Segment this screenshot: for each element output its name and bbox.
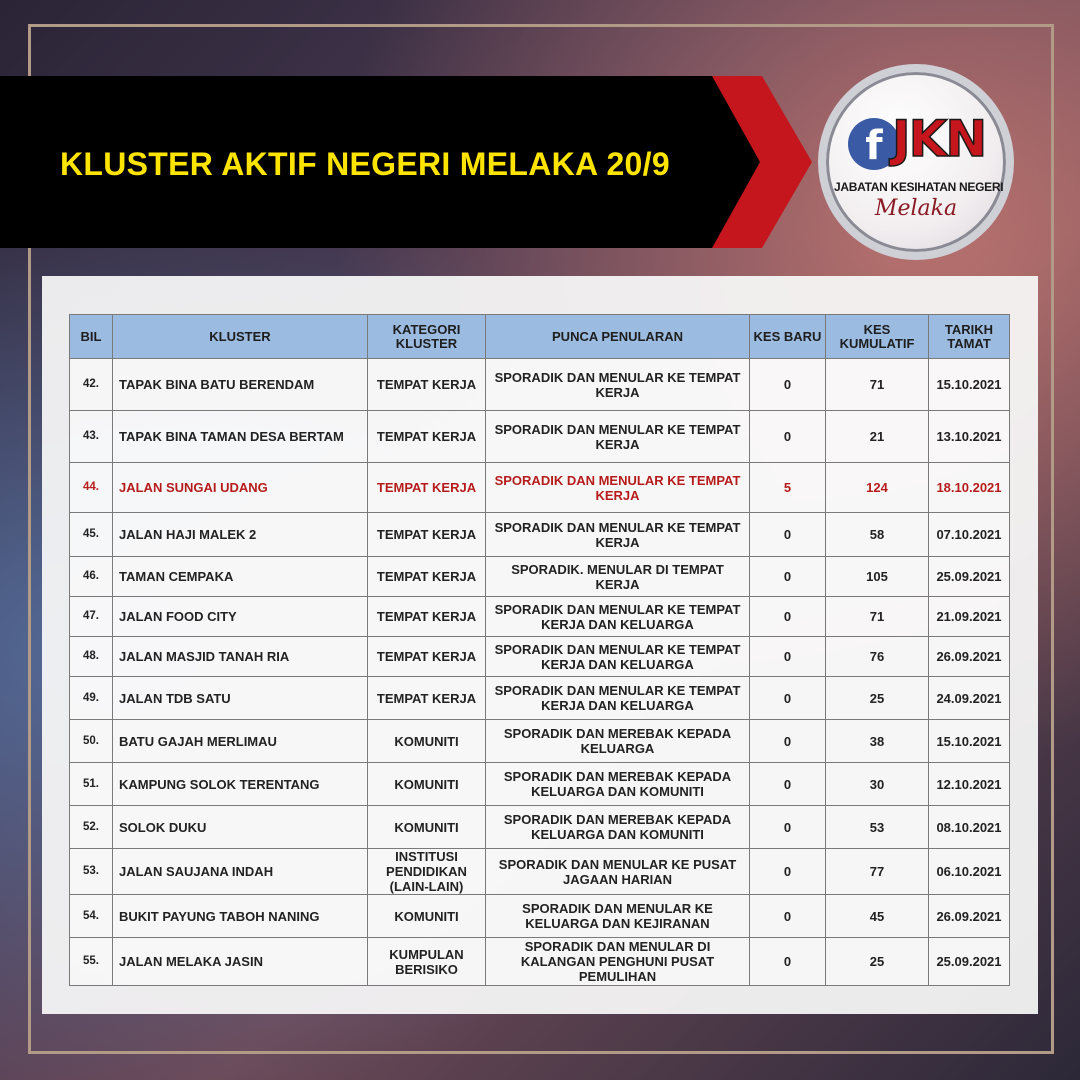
tarikh-tamat-cell: 08.10.2021 [929, 806, 1010, 849]
kes-kumulatif-cell: 21 [826, 411, 929, 463]
kluster-cell: KAMPUNG SOLOK TERENTANG [113, 763, 368, 806]
kes-kumulatif-cell: 45 [826, 895, 929, 938]
bil-cell: 46. [70, 557, 113, 597]
kategori-cell: KUMPULAN BERISIKO [368, 938, 486, 986]
header-kluster: KLUSTER [113, 315, 368, 359]
kes-baru-cell: 0 [750, 938, 826, 986]
kes-kumulatif-cell: 105 [826, 557, 929, 597]
tarikh-tamat-cell: 25.09.2021 [929, 557, 1010, 597]
table-row [70, 763, 1010, 806]
kategori-cell: KOMUNITI [368, 806, 486, 849]
punca-cell: SPORADIK DAN MEREBAK KEPADA KELUARGA [486, 720, 750, 763]
kategori-cell: TEMPAT KERJA [368, 463, 486, 513]
bil-cell: 48. [70, 637, 113, 677]
kluster-cell: TAPAK BINA TAMAN DESA BERTAM [113, 411, 368, 463]
table-row [70, 849, 1010, 895]
punca-cell: SPORADIK DAN MEREBAK KEPADA KELUARGA DAN KOMUNITI [486, 763, 750, 806]
kategori-cell: TEMPAT KERJA [368, 359, 486, 411]
logo-script: Melaka [874, 196, 958, 221]
kes-kumulatif-cell: 30 [826, 763, 929, 806]
table-header-row [70, 315, 1010, 359]
punca-cell: SPORADIK DAN MENULAR KE PUSAT JAGAAN HARIAN [486, 849, 750, 895]
bil-cell: 54. [70, 895, 113, 938]
punca-cell: SPORADIK DAN MENULAR KE KELUARGA DAN KEJIRANAN [486, 895, 750, 938]
kategori-cell: KOMUNITI [368, 895, 486, 938]
bil-cell: 43. [70, 411, 113, 463]
bil-cell: 52. [70, 806, 113, 849]
punca-cell: SPORADIK DAN MENULAR KE TEMPAT KERJA [486, 359, 750, 411]
kes-kumulatif-cell: 58 [826, 513, 929, 557]
header-tarikh-tamat: TARIKH TAMAT [929, 315, 1010, 359]
table-row [70, 895, 1010, 938]
header-kes-baru: KES BARU [750, 315, 826, 359]
table-row [70, 359, 1010, 411]
kes-baru-cell: 0 [750, 597, 826, 637]
table-row [70, 720, 1010, 763]
tarikh-tamat-cell: 15.10.2021 [929, 720, 1010, 763]
kluster-cell: SOLOK DUKU [113, 806, 368, 849]
kluster-cell: JALAN HAJI MALEK 2 [113, 513, 368, 557]
kes-kumulatif-cell: 71 [826, 597, 929, 637]
table-body [70, 359, 1010, 986]
kluster-cell: JALAN TDB SATU [113, 677, 368, 720]
table-row [70, 938, 1010, 986]
kes-baru-cell: 5 [750, 463, 826, 513]
kategori-cell: TEMPAT KERJA [368, 597, 486, 637]
kluster-cell: BUKIT PAYUNG TABOH NANING [113, 895, 368, 938]
kes-baru-cell: 0 [750, 720, 826, 763]
facebook-icon: f [848, 118, 900, 170]
kes-kumulatif-cell: 77 [826, 849, 929, 895]
tarikh-tamat-cell: 25.09.2021 [929, 938, 1010, 986]
table-row [70, 677, 1010, 720]
page-title: KLUSTER AKTIF NEGERI MELAKA 20/9 [60, 146, 670, 182]
tarikh-tamat-cell: 07.10.2021 [929, 513, 1010, 557]
kes-baru-cell: 0 [750, 806, 826, 849]
table-row [70, 597, 1010, 637]
kes-kumulatif-cell: 53 [826, 806, 929, 849]
punca-cell: SPORADIK DAN MENULAR KE TEMPAT KERJA DAN KELUARGA [486, 637, 750, 677]
tarikh-tamat-cell: 26.09.2021 [929, 637, 1010, 677]
bil-cell: 49. [70, 677, 113, 720]
kluster-cell: TAMAN CEMPAKA [113, 557, 368, 597]
table-row [70, 637, 1010, 677]
kategori-cell: KOMUNITI [368, 720, 486, 763]
header-kes-kumulatif: KES KUMULATIF [826, 315, 929, 359]
bil-cell: 55. [70, 938, 113, 986]
tarikh-tamat-cell: 06.10.2021 [929, 849, 1010, 895]
header-kategori: KATEGORI KLUSTER [368, 315, 486, 359]
punca-cell: SPORADIK DAN MENULAR KE TEMPAT KERJA [486, 513, 750, 557]
punca-cell: SPORADIK DAN MENULAR KE TEMPAT KERJA DAN KELUARGA [486, 677, 750, 720]
kluster-cell: TAPAK BINA BATU BERENDAM [113, 359, 368, 411]
tarikh-tamat-cell: 13.10.2021 [929, 411, 1010, 463]
punca-cell: SPORADIK DAN MEREBAK KEPADA KELUARGA DAN KOMUNITI [486, 806, 750, 849]
punca-cell: SPORADIK DAN MENULAR KE TEMPAT KERJA DAN KELUARGA [486, 597, 750, 637]
kategori-cell: INSTITUSI PENDIDIKAN (LAIN-LAIN) [368, 849, 486, 895]
table-row [70, 513, 1010, 557]
kes-kumulatif-cell: 25 [826, 938, 929, 986]
bil-cell: 45. [70, 513, 113, 557]
kategori-cell: KOMUNITI [368, 763, 486, 806]
kes-baru-cell: 0 [750, 677, 826, 720]
jkn-logo [818, 64, 1014, 260]
bil-cell: 51. [70, 763, 113, 806]
punca-cell: SPORADIK. MENULAR DI TEMPAT KERJA [486, 557, 750, 597]
table-row [70, 463, 1010, 513]
bil-cell: 42. [70, 359, 113, 411]
bil-cell: 47. [70, 597, 113, 637]
tarikh-tamat-cell: 21.09.2021 [929, 597, 1010, 637]
tarikh-tamat-cell: 15.10.2021 [929, 359, 1010, 411]
kategori-cell: TEMPAT KERJA [368, 637, 486, 677]
punca-cell: SPORADIK DAN MENULAR KE TEMPAT KERJA [486, 463, 750, 513]
table-row [70, 806, 1010, 849]
kes-kumulatif-cell: 76 [826, 637, 929, 677]
punca-cell: SPORADIK DAN MENULAR DI KALANGAN PENGHUNI PUSAT PEMULIHAN [486, 938, 750, 986]
kluster-cell: JALAN SAUJANA INDAH [113, 849, 368, 895]
kluster-cell: BATU GAJAH MERLIMAU [113, 720, 368, 763]
kes-baru-cell: 0 [750, 513, 826, 557]
kes-baru-cell: 0 [750, 895, 826, 938]
kluster-cell: JALAN MASJID TANAH RIA [113, 637, 368, 677]
tarikh-tamat-cell: 18.10.2021 [929, 463, 1010, 513]
kategori-cell: TEMPAT KERJA [368, 513, 486, 557]
table-row [70, 411, 1010, 463]
tarikh-tamat-cell: 12.10.2021 [929, 763, 1010, 806]
kes-baru-cell: 0 [750, 557, 826, 597]
tarikh-tamat-cell: 26.09.2021 [929, 895, 1010, 938]
kes-baru-cell: 0 [750, 411, 826, 463]
logo-subtitle: JABATAN KESIHATAN NEGERI [834, 180, 1004, 194]
punca-cell: SPORADIK DAN MENULAR KE TEMPAT KERJA [486, 411, 750, 463]
bil-cell: 44. [70, 463, 113, 513]
bil-cell: 50. [70, 720, 113, 763]
header-punca: PUNCA PENULARAN [486, 315, 750, 359]
logo-jkn-text: JKN [892, 110, 986, 168]
kes-kumulatif-cell: 124 [826, 463, 929, 513]
kategori-cell: TEMPAT KERJA [368, 411, 486, 463]
kluster-cell: JALAN SUNGAI UDANG [113, 463, 368, 513]
kes-baru-cell: 0 [750, 849, 826, 895]
cluster-table [69, 314, 1010, 986]
kategori-cell: TEMPAT KERJA [368, 677, 486, 720]
table-row [70, 557, 1010, 597]
kes-kumulatif-cell: 25 [826, 677, 929, 720]
bil-cell: 53. [70, 849, 113, 895]
kategori-cell: TEMPAT KERJA [368, 557, 486, 597]
header-bil: BIL [70, 315, 113, 359]
kes-baru-cell: 0 [750, 637, 826, 677]
kluster-cell: JALAN FOOD CITY [113, 597, 368, 637]
kes-baru-cell: 0 [750, 359, 826, 411]
kes-baru-cell: 0 [750, 763, 826, 806]
kluster-cell: JALAN MELAKA JASIN [113, 938, 368, 986]
kes-kumulatif-cell: 38 [826, 720, 929, 763]
kes-kumulatif-cell: 71 [826, 359, 929, 411]
tarikh-tamat-cell: 24.09.2021 [929, 677, 1010, 720]
